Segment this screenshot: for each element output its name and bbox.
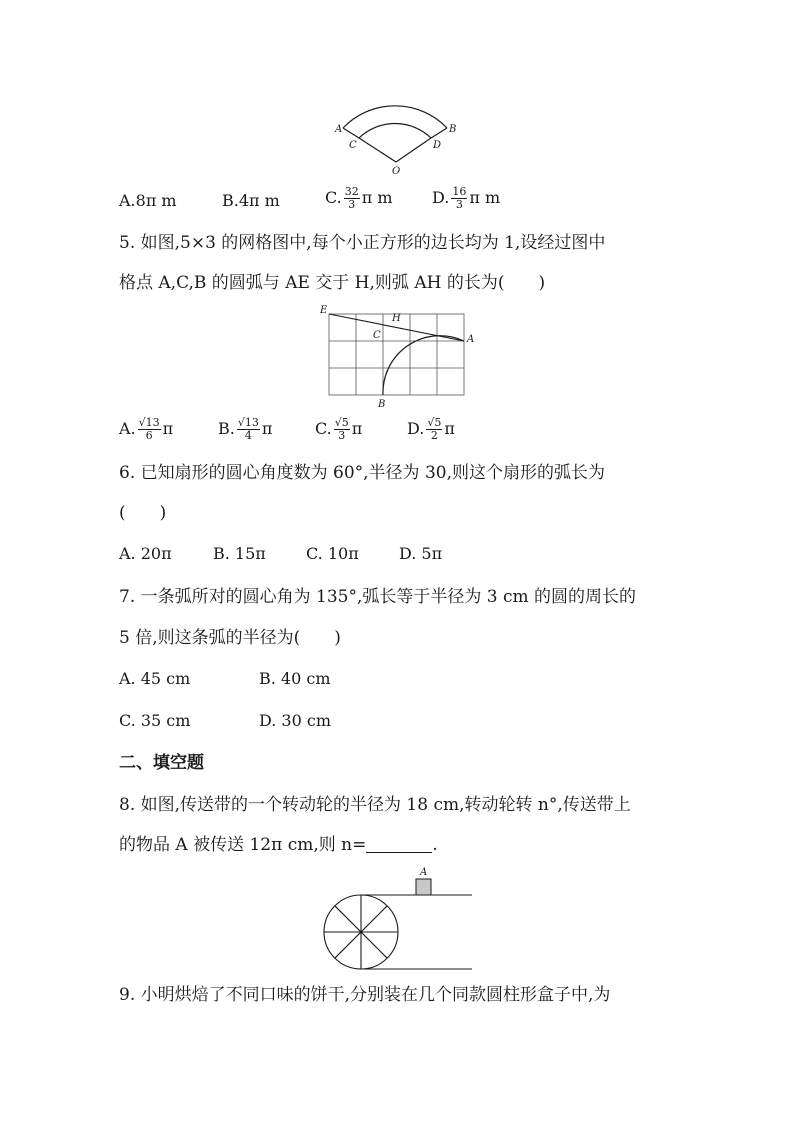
- fraction-denominator: 3: [348, 198, 356, 211]
- option-letter: B.: [222, 191, 239, 210]
- fraction-denominator: 4: [244, 429, 252, 442]
- q7-option-c[interactable]: C. 35 cm: [119, 711, 191, 730]
- q7-option-a[interactable]: A. 45 cm: [119, 669, 191, 688]
- fraction: [344, 186, 360, 211]
- grid-label-b: B: [378, 399, 386, 410]
- fraction-numerator: √13: [237, 416, 259, 429]
- fraction-numerator: √13: [138, 416, 160, 429]
- answer-blank[interactable]: [366, 836, 432, 853]
- q8-stem-text: 的物品 A 被传送 12π cm,则 n=: [119, 835, 367, 855]
- q4-option-d[interactable]: [432, 186, 500, 211]
- q7-stem-line-1: 7. 一条弧所对的圆心角为 135°,弧长等于半径为 3 cm 的圆的周长的: [119, 587, 637, 607]
- option-unit: π m: [469, 188, 501, 207]
- label-a: A: [335, 124, 343, 135]
- fraction-numerator: √5: [334, 416, 349, 429]
- q8-stem-line-2: [119, 834, 438, 856]
- q6-option-b[interactable]: B. 15π: [213, 544, 266, 563]
- q5-option-b[interactable]: [218, 417, 272, 442]
- q7-option-d[interactable]: D. 30 cm: [259, 711, 332, 730]
- conveyor-figure: [318, 862, 478, 974]
- sector-figure: [330, 90, 470, 180]
- option-letter: B.: [218, 419, 235, 438]
- option-unit: π: [261, 419, 273, 438]
- fraction-numerator: 32: [344, 185, 359, 198]
- q8-stem-line-1: 8. 如图,传送带的一个转动轮的半径为 18 cm,转动轮转 n°,传送带上: [119, 795, 631, 815]
- q4-option-b[interactable]: [222, 190, 280, 212]
- fraction: [426, 417, 442, 442]
- grid-label-e: E: [320, 305, 328, 316]
- label-d: D: [433, 140, 442, 151]
- option-value: 8π m: [135, 191, 177, 210]
- q6-option-a[interactable]: A. 20π: [119, 544, 172, 563]
- q4-option-c[interactable]: [325, 186, 393, 211]
- option-unit: π: [162, 419, 174, 438]
- option-letter: D.: [432, 188, 450, 207]
- q5-option-a[interactable]: [119, 417, 173, 442]
- option-letter: A.: [119, 419, 136, 438]
- fraction-denominator: 3: [338, 429, 346, 442]
- label-c: C: [349, 140, 357, 151]
- q4-option-a[interactable]: [119, 190, 177, 212]
- q7-option-b[interactable]: B. 40 cm: [259, 669, 331, 688]
- q5-stem-line-2: 格点 A,C,B 的圆弧与 AE 交于 H,则弧 AH 的长为( ): [119, 273, 546, 293]
- fraction-denominator: 3: [455, 198, 463, 211]
- option-unit: π m: [361, 188, 393, 207]
- fraction-denominator: 2: [430, 429, 438, 442]
- q9-stem-line-1: 9. 小明烘焙了不同口味的饼干,分别装在几个同款圆柱形盒子中,为: [119, 985, 611, 1005]
- option-unit: π: [351, 419, 363, 438]
- option-value: 4π m: [238, 191, 280, 210]
- q7-stem-line-2: 5 倍,则这条弧的半径为( ): [119, 628, 341, 648]
- fraction: [138, 417, 161, 442]
- label-b: B: [449, 124, 457, 135]
- box-label-a: A: [420, 867, 428, 878]
- q6-stem-line-2: ( ): [119, 503, 167, 523]
- fraction: [451, 186, 467, 211]
- grid-arc-figure: [312, 300, 484, 412]
- fraction: [237, 417, 260, 442]
- grid-label-a: A: [467, 334, 475, 345]
- q8-stem-end: .: [432, 835, 438, 855]
- option-unit: π: [444, 419, 455, 438]
- q6-option-d[interactable]: D. 5π: [399, 544, 443, 563]
- grid-label-h: H: [392, 313, 401, 324]
- q5-option-c[interactable]: [315, 417, 362, 442]
- fraction-denominator: 6: [145, 429, 153, 442]
- grid-label-c: C: [373, 330, 381, 341]
- fraction: [334, 417, 350, 442]
- fraction-numerator: 16: [452, 185, 467, 198]
- q6-option-c[interactable]: C. 10π: [306, 544, 359, 563]
- q5-stem-line-1: 5. 如图,5×3 的网格图中,每个小正方形的边长均为 1,设经过图中: [119, 233, 606, 253]
- label-o: O: [392, 166, 401, 177]
- option-letter: D.: [407, 419, 425, 438]
- fraction-numerator: √5: [427, 416, 442, 429]
- q5-option-d[interactable]: [407, 417, 455, 442]
- q6-stem-line-1: 6. 已知扇形的圆心角度数为 60°,半径为 30,则这个扇形的弧长为: [119, 463, 606, 483]
- option-letter: C.: [315, 419, 332, 438]
- option-letter: C.: [325, 188, 342, 207]
- option-letter: A.: [119, 191, 136, 210]
- section-heading: 二、填空题: [119, 753, 204, 773]
